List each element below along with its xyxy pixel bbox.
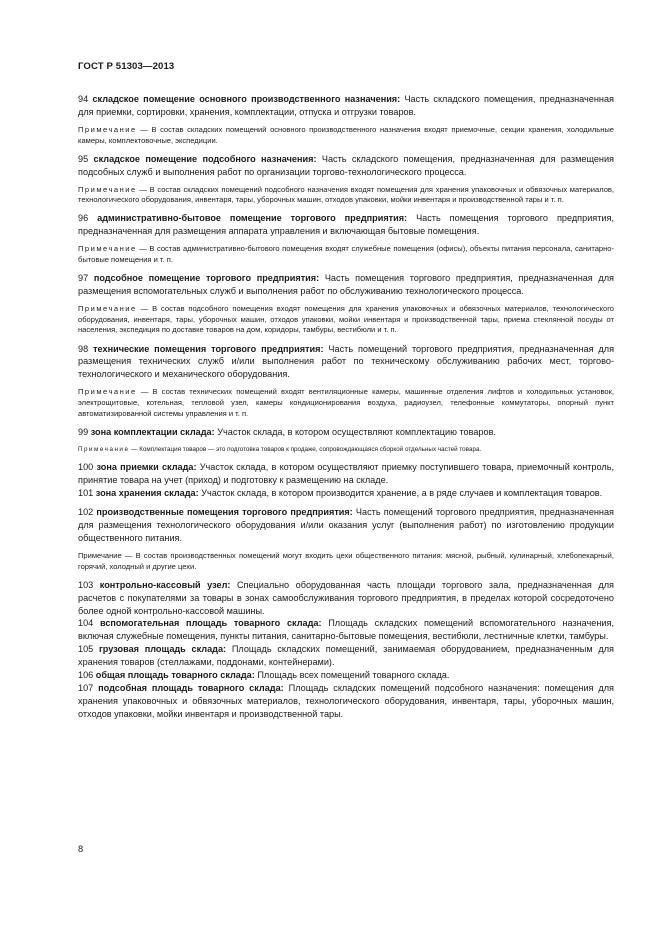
note <box>78 304 614 336</box>
term-number: 107 <box>78 683 94 693</box>
note <box>78 185 614 206</box>
term-number: 94 <box>78 94 89 104</box>
term-name: подсобная площадь товарного склада: <box>98 683 284 693</box>
term-definition: Площадь всех помещений товарного склада. <box>257 670 450 681</box>
term-number: 95 <box>78 153 89 164</box>
note: Примечание — В состав производственных помещений могут входить цехи общественного питания: мясной, рыбный, кулинарный, хлебопекарный, горячий, холодный и другие цехи. <box>78 550 614 571</box>
term-entry <box>78 617 614 643</box>
term-name: вспомогательная площадь товарного склада: <box>99 618 322 629</box>
term-name: складское помещение подсобного назначения: <box>93 153 317 164</box>
term-entry <box>78 669 614 682</box>
term-definition: Часть помещений торгового предприятия, предназначенная для размещения технических служб и/или выполнения работ по техническому обслуживанию рабочих мест, торгово-технологического и механического оборудования. <box>78 343 615 380</box>
note-label: Примечание <box>78 244 137 254</box>
term-entry <box>78 461 614 487</box>
term-definition: Часть помещения торгового предприятия, предназначенная для размещения вспомогательных служб и выполнения работ по обслуживанию технологического процесса. <box>78 273 614 297</box>
term-definition: Площадь складских помещений вспомогательного назначения, включая служебные помещения, пункты питания, санитарно-бытовые помещения, вестибюли, лестничные клетки, тамбуры. <box>78 618 614 642</box>
term-number: 100 <box>78 461 94 472</box>
term-number: 102 <box>78 507 94 518</box>
note <box>78 387 614 419</box>
note-label: Примечание <box>78 124 137 134</box>
term-definition: Часть помещений торгового предприятия, предназначенная для размещения технологического оборудования и/или оказания услуг (выполнения работ) по изготовлению продукции общественного питания. <box>78 507 614 543</box>
term-name: общая площадь товарного склада: <box>95 670 255 681</box>
note-text: — В состав административно-бытового помещения входят служебные помещения (офисы), объекты питания персонала, санитарно-бытовые помещения и т. п. <box>78 244 614 264</box>
note-label: Примечание <box>78 303 137 313</box>
term-name: грузовая площадь склада: <box>99 644 227 655</box>
term-name: зона хранения склада: <box>95 487 199 498</box>
term-entry <box>78 487 614 500</box>
term-number: 103 <box>78 579 94 590</box>
term-number: 96 <box>78 213 89 224</box>
term-number: 101 <box>78 487 94 498</box>
note-label: Примечание <box>78 184 137 194</box>
note <box>78 244 614 265</box>
note-label: Примечание <box>78 445 130 453</box>
term-name: зона приемки склада: <box>96 461 197 472</box>
term-entry <box>78 426 614 439</box>
term-entry <box>78 682 614 721</box>
document-page <box>78 0 614 935</box>
term-definition: Площадь складских помещений, занимаемая оборудованием, предназначенным для хранения товаров (стеллажами, поддонами, контейнерами). <box>78 644 614 668</box>
page-number: 8 <box>78 844 84 854</box>
note-label: Примечание <box>78 387 137 397</box>
term-name: зона комплектации склада: <box>90 426 215 437</box>
term-name: технические помещения торгового предприятия: <box>93 343 324 354</box>
term-name: административно-бытовое помещение торгового предприятия: <box>97 213 408 224</box>
term-entry <box>78 506 614 545</box>
term-entry <box>78 272 614 298</box>
note <box>78 445 614 455</box>
term-number: 105 <box>78 644 94 655</box>
term-definition: Часть помещения торгового предприятия, предназначенная для размещения аппарата управления и включающая бытовые помещения. <box>78 213 614 237</box>
document-header: ГОСТ Р 51303—2013 <box>78 61 175 72</box>
note <box>78 125 614 146</box>
term-definition: Участок склада, в котором осуществляют приемку поступившего товара, приемочный контроль, принятие товара на учет (приход) и подготовку к размещению на складе. <box>78 461 614 485</box>
term-number: 97 <box>78 273 89 284</box>
note-text: — В состав складских помещений основного производственного назначения входят приемочные, секции хранения, холодильные камеры, комплектовочные, экспедиции. <box>78 124 614 145</box>
term-entry <box>78 643 614 669</box>
note-text: — В состав подсобного помещения входят помещения для хранения упаковочных и обвязочных материалов, технологического оборудования, инвентаря, тары, уборочных машин, отходов упаковки, мойки инвентаря и производственной тары, приема стеклянной посуды от населения, экспедиция по доставке товаров на дом, коридоры, тамбуры, вестибюли и т. п. <box>78 303 615 335</box>
term-definition: Специально оборудованная часть площади торгового зала, предназначенная для расчетов с покупателями за товары в зонах самообслуживания торгового предприятия, в пределах которой сосредоточено более одной контрольно-кассовой машины. <box>78 579 614 616</box>
term-entry <box>78 93 614 119</box>
note-text: — В состав технических помещений входят вентиляционные камеры, машинные отделения лифтов и холодильных установок, электрощитовые, котельная, тепловой узел, камеры кондиционирования воздуха, радиоузел, телефонные коммутаторы, опорный пункт автоматизированной системы управления и т. п. <box>78 387 614 418</box>
term-number: 98 <box>78 343 89 354</box>
term-definition: Участок склада, в котором производится хранение, а в ряде случаев и комплектация товаров. <box>201 487 603 498</box>
term-number: 106 <box>78 670 94 681</box>
term-definition: Площадь складских помещений подсобного назначения: помещения для хранения упаковочных и обвязочных материалов, технологического оборудования, инвентаря, тары, уборочных машин, отходов упаковки, мойки инвентаря и производственной тары. <box>78 683 614 719</box>
term-name: контрольно-кассовый узел: <box>99 579 231 590</box>
term-entry <box>78 343 614 382</box>
term-name: производственные помещения торгового предприятия: <box>96 507 353 518</box>
terms-list <box>78 93 614 721</box>
note-text: — Комплектация товаров — это подготовка товаров к продаже, сопровождающаяся сборкой отдельных частей товара. <box>131 445 482 453</box>
term-definition: Участок склада, в котором осуществляют комплектацию товаров. <box>217 426 496 437</box>
term-entry <box>78 579 614 618</box>
term-name: подсобное помещение торгового предприятия: <box>93 273 320 284</box>
term-number: 104 <box>78 618 94 629</box>
note-text: — В состав складских помещений подсобного назначения входят помещения для хранения упаковочных и обвязочных материалов, технологического оборудования, инвентаря, тары, уборочных машин, отходов упаковки, мойки инвентаря и производственной тары и т. п. <box>78 184 614 205</box>
term-definition: Часть складского помещения, предназначенная для приемки, сортировки, хранения, комплектации, отпуска и отгрузки товаров. <box>78 94 614 117</box>
term-entry <box>78 212 614 238</box>
term-name: складское помещение основного производственного назначения: <box>92 94 401 104</box>
term-definition: Часть складского помещения, предназначенная для размещения подсобных служб и выполнения работ по организации торгово-технологического процесса. <box>78 153 614 177</box>
term-number: 99 <box>78 426 89 437</box>
term-entry <box>78 153 614 179</box>
